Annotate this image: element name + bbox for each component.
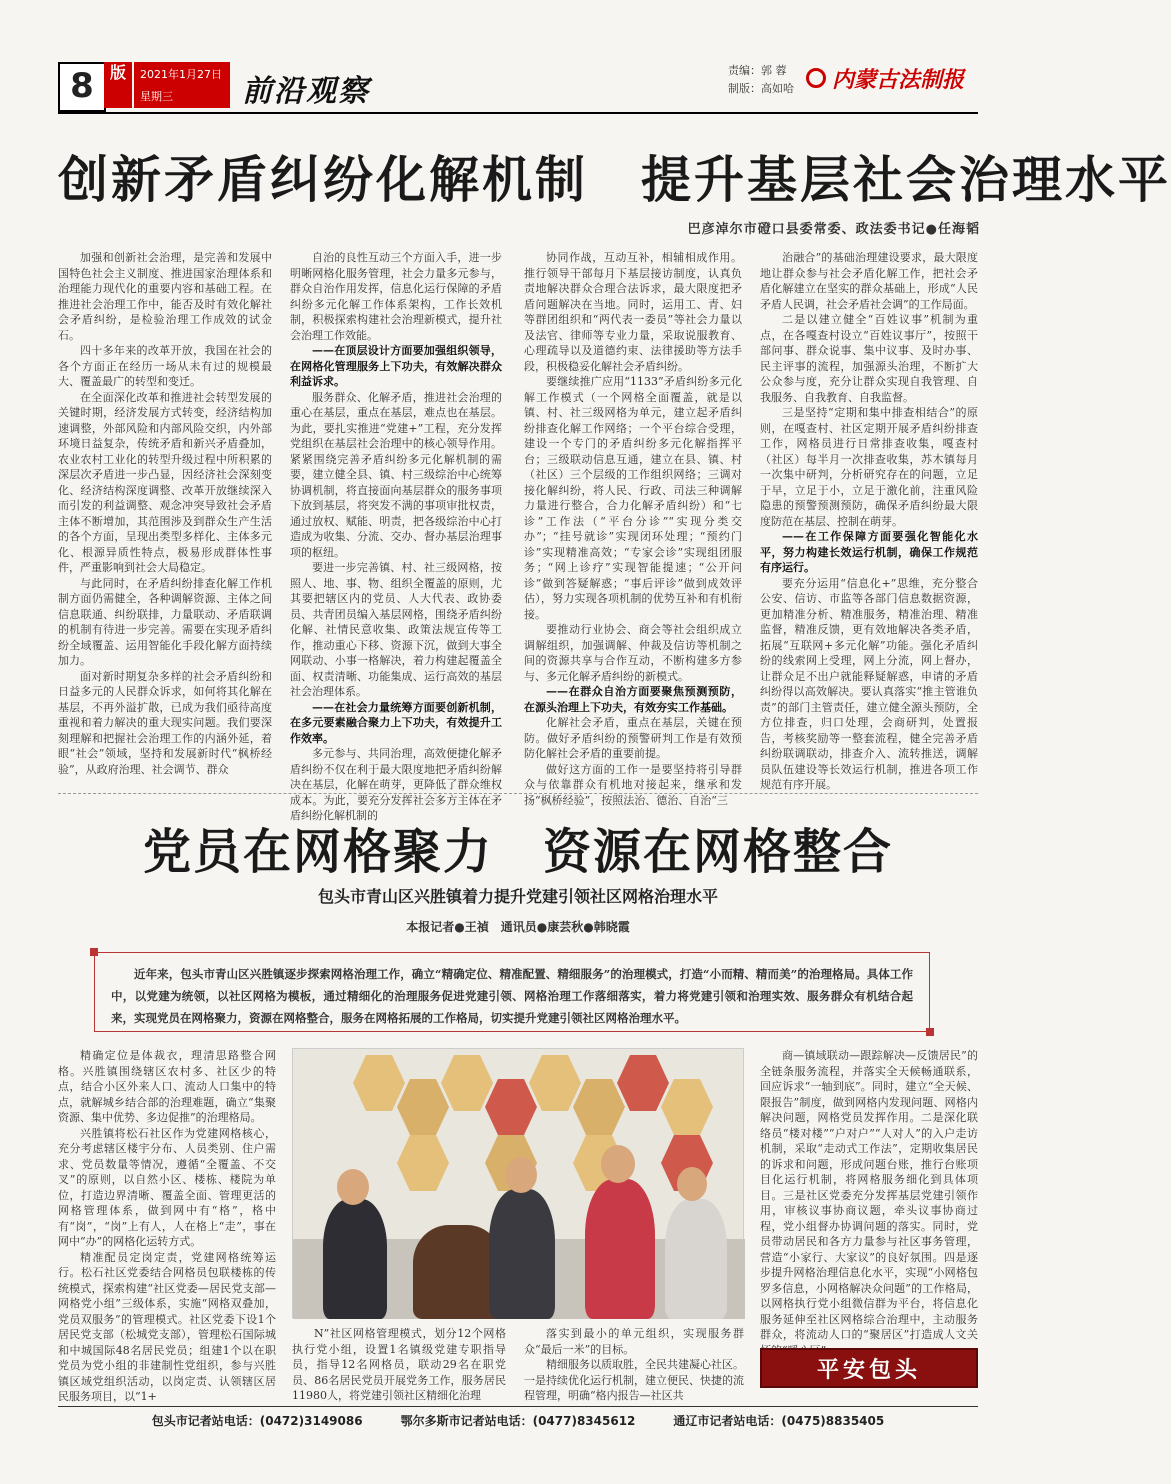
article1-column-3 [524, 250, 742, 807]
article1-title: 创新矛盾纠纷化解机制 提升基层社会治理水平 [58, 150, 1171, 209]
article1-column-1 [58, 250, 272, 780]
paragraph: ——在顶层设计方面要加强组织领导，在网格化管理服务上下功夫，有效解决群众利益诉求。 [290, 344, 502, 388]
section-title: 前沿观察 [242, 74, 370, 109]
header-rule [58, 112, 978, 114]
paragraph: N”社区网格管理模式，划分12个网格执行党小组，设置1名镇级党建专职指导员，指导12名网格员，联动29名在职党员、86名居民党员开展党务工作，服务居民11980人，将党建引领社区精细化治理 [292, 1327, 506, 1402]
paragraph: 协同作战，互动互补，相辅相成作用。推行领导干部每月下基层接访制度，认真负责地解决群众合理合法诉求，最大限度把矛盾问题解决在当地。同时，运用工、青、妇等群团组织和“两代表一委员”等社会力量以及法官、律师等专业力量，采取说服教育、心理疏导以及道德约束、法律援助等方法手段，积极稳妥化解社会矛盾纠纷。 [524, 251, 742, 373]
article2-title: 党员在网格聚力 资源在网格整合 [142, 824, 893, 880]
article2-column-mid-left [292, 1326, 506, 1400]
paragraph: 商—镇域联动—跟踪解决—反馈居民”的全链条服务流程，并落实全天候畅通联系，回应诉求“一轴到底”。同时，建立“全天候、限报告”制度，做到网格内发现问题、网格内解决问题，网格党员发挥作用。二是深化联络员“楼对楼”“户对户”“人对人”的入户走访机制，采取“走动式工作法”，定期收集居民的诉求和问题，形成问题台账，推行台账项目化运行机制，将网格服务细化到具体项目。三是社区党委充分发挥基层党建引领作用，审核议事协商议题，牵头议事协商过程，党小组督办协调问题的落实。同时，党员带动居民和各方力量参与社区事务管理，营造“小家行、大家议”的良好氛围。四是逐步提升网格治理信息化水平，实现“小网格包罗多信息，小网格解决众问题”的工作格局，以网格执行党小组微信群为平台，将信息化服务延伸至社区网格综合治理中，主动服务群众，将流动人口的“聚居区”打造成人文关 [760, 1049, 978, 1341]
paragraph: 面对新时期复杂多样的社会矛盾纠纷和日益多元的人民群众诉求，如何将其化解在基层，不再外溢扩散，已成为我们亟待高度重视和着力解决的重大现实问题。我们要深刻理解和把握社会治理工作的内涵外延，着眼“社会”领域，坚持和发展新时代“枫桥经验”，从政府治理、社会调节、群众 [58, 669, 272, 776]
paragraph: 在全面深化改革和推进社会转型发展的关键时期，经济发展方式转变，经济结构加速调整，外部风险和内部风险交织，内外部环境日益复杂，传统矛盾和新兴矛盾叠加，农业农村工业化的转型升级过程中所积累的深层次矛盾进一步凸显，因经济社会深刻变化、经济结构深度调整、改革开放继续深入而引发的利益调整、观念冲突导致社会矛盾主体不断增加，其范围涉及到群众生产生活的各个方面，呈现出类型多样化、主体多元化、根源异质性特点，极易形成群体性事件，严重影响到社会大局稳定。 [58, 390, 272, 574]
date-box [134, 62, 230, 108]
article2-column-mid-right [524, 1326, 744, 1400]
paragraph: ——在群众自治方面要聚焦预测预防，在源头治理上下功夫，有效夯实工作基础。 [524, 685, 742, 714]
paragraph: 化解社会矛盾，重点在基层，关键在预防。做好矛盾纠纷的预警研判工作是有效预防化解社会矛盾的重要前提。 [524, 716, 742, 760]
paragraph: 要继续推广应用“1133”矛盾纠纷多元化解工作模式（一个网格全面覆盖，就是以镇、村、社三级网格为单元，建立起矛盾纠纷排查化解工作网络；一个平台综合受理，建设一个专门的矛盾纠纷多元化解指挥平台；三级联动信息互通，建立在县、镇、村（社区）三个层级的工作组织网络；三调对接化解纠纷，将人民、行政、司法三种调解力量进行整合，合力化解矛盾纠纷）和“七诊”工作法（“平台分诊”“实现分类交办”；“挂号就诊”实现闭环处理；“预约门诊”实现精准高效；“专家会诊”实现组团服务；“网上诊疗”实现智能提速；“公开问诊”做到答疑解惑；“事后评诊”做到成效评估），努力实现各项机制的优势互补和有机衔接。 [524, 375, 742, 621]
lead-corner-mark [90, 948, 98, 956]
newspaper-name: 内蒙古法制报 [832, 66, 965, 93]
producer-name: 制版：高如哈 [728, 82, 794, 95]
newspaper-logo-icon [806, 68, 826, 88]
article1-column-4 [760, 250, 978, 791]
article-divider [58, 793, 978, 794]
paragraph: ——在工作保障方面要强化智能化水平，努力构建长效运行机制，确保工作规范有序运行。 [760, 530, 978, 574]
paragraph: 多元参与、共同治理，高效便捷化解矛盾纠纷不仅在利于最大限度地把矛盾纠纷解决在基层，化解在萌芽，更降低了群众维权成本。为此，要充分发挥社会多方主体在矛盾纠纷化解机制的 [290, 747, 502, 822]
paragraph: 要推动行业协会、商会等社会组织成立调解组织，加强调解、仲裁及信访等机制之间的资源共享与合作互动，不断构建多方参与、多元化解矛盾纠纷的新模式。 [524, 623, 742, 683]
paragraph: 精细服务以质取胜，全民共建凝心社区。一是持续优化运行机制，建立便民、快捷的流程管理，明确“格内报告—社区共 [524, 1358, 744, 1402]
issue-date: 2021年1月27日 [140, 68, 222, 81]
paragraph: 要进一步完善镇、村、社三级网格，按照人、地、事、物、组织全覆盖的原则，尤其要把辖区内的党员、人大代表、政协委员、共青团员编入基层网格，围绕矛盾纠纷化解、社情民意收集、政策法规宣传等工作，推动重心下移、资源下沉，做到大事全网联动、小事一格解决，着力构建起覆盖全面、权责清晰、功能集成、运行高效的基层社会治理体系。 [290, 561, 502, 698]
article2-column-left [58, 1048, 276, 1403]
article2-byline: 本报记者●王禎 通讯员●康芸秋●韩晓霞 [406, 920, 630, 934]
footer-contacts [58, 1412, 978, 1429]
footer-contact: 包头市记者站电话：(0472)3149086 [151, 1414, 363, 1428]
editor-name: 责编：郭 蓉 [728, 64, 787, 77]
footer-rule [58, 1406, 978, 1407]
edition-label: 版 [104, 62, 132, 108]
article2-lead-box: 近年来，包头市青山区兴胜镇逐步探索网格治理工作，确立“精确定位、精准配置、精细服务”的治理模式，打造“小而精、精而美”的治理格局。具体工作中，以党建为统领，以社区网格为模板，通过精细化的治理服务促进党建引领、网格治理工作落细落实，着力将党建引领和治理实效、服务群众有机结合起来，实现党员在网格聚力，资源在网格整合，服务在网格拓展的工作格局，切实提升党建引领社区网格治理水平。 [94, 952, 930, 1032]
newspaper-logo [806, 62, 976, 94]
paragraph: 精确定位是体裁衣，理清思路整合网格。兴胜镇围绕辖区农村多、社区少的特点，结合小区外来人口、流动人口集中的特点，就解城乡结合部的治理难题，确立“集聚资源、集中优势、多边促推”的治理格局。 [58, 1049, 276, 1124]
paragraph: 治融合”的基础治理建设要求，最大限度地让群众参与社会矛盾化解工作，把社会矛盾化解建立在坚实的群众基础上，形成“人民矛盾人民调，社会矛盾社会调”的工作局面。 [760, 251, 978, 311]
issue-weekday: 星期三 [140, 90, 173, 103]
paragraph: 兴胜镇将松石社区作为党建网格核心，充分考虑辖区楼宇分布、人员类别、住户需求、党员数量等情况，遵循“全覆盖、不交叉”的原则，以自然小区、楼栋、楼院为单位，打造边界清晰、覆盖全面、管理更活的网格管理体系，做到网中有“格”，格中有“岗”，“岗”上有人，人在格上“走”，事在网中“办”的网格化运转方式。 [58, 1126, 276, 1248]
paragraph: 做好这方面的工作一是要坚持将引导群众与依靠群众有机地对接起来，继承和发扬“枫桥经验”，按照法治、德治、自治“三 [524, 762, 742, 807]
paragraph: 自治的良性互动三个方面入手，进一步明晰网格化服务管理，社会力量多元参与，群众自治作用发挥，信息化运行保障的矛盾纠纷多元化解工作体系架构，工作长效机制，积极探索构建社会治理新模式，提升社会治理工作效能。 [290, 251, 502, 342]
paragraph: 精准配员定岗定责，党建网格统筹运行。松石社区党委结合网格员包联楼栋的传统模式，探索构建“社区党委—居民党支部—网格党小组”三级体系，实施“网格双叠加，党员双服务”的管理模式。社区党委下设1个居民党支部（松城党支部），管理松石国际城和中城国际48名居民党员；组建1个以在职党员为党小组的非建制性党组织，参与兴胜镇区域党组织活动，以岗定责、认领辖区居民服务项目，以“1+ [58, 1250, 276, 1403]
page-number: 8 [58, 62, 106, 112]
paragraph: ——在社会力量统筹方面要创新机制，在多元要素融合聚力上下功夫，有效提升工作效率。 [290, 700, 502, 745]
paragraph: 四十多年来的改革开放，我国在社会的各个方面正在经历一场从未有过的规模最大、覆盖最广的转型和变迁。 [58, 344, 272, 388]
footer-contact: 鄂尔多斯市记者站电话：(0477)8345612 [400, 1414, 636, 1428]
paragraph: 服务群众、化解矛盾，推进社会治理的重心在基层，重点在基层，难点也在基层。为此，要扎实推进“党建+”工程，充分发挥党组织在基层社会治理中的核心领导作用。紧紧围绕完善矛盾纠纷多元化解机制的需要，建立健全县、镇、村三级综治中心统筹协调机制，将直接面向基层群众的服务事项下放到基层，将突发不满的事项审批权责，通过放权、赋能、明责，把各级综治中心打造成为收集、分流、交办、督办基层治理事项的枢纽。 [290, 390, 502, 559]
paragraph: 加强和创新社会治理，是完善和发展中国特色社会主义制度、推进国家治理体系和治理能力现代化的重要内容和基础工程。在推进社会治理工作中，能否及时有效化解社会矛盾纠纷，是检验治理工作成效的试金石。 [58, 251, 272, 342]
article2-subtitle: 包头市青山区兴胜镇着力提升党建引领社区网格治理水平 [317, 887, 718, 906]
paragraph: 要充分运用“信息化+”思维，充分整合公安、信访、市监等各部门信息数据资源，更加精准分析、精准服务，精准治理、精准监督，精准反馈，更有效地解决各类矛盾，拓展“互联网+多元化解”功能。强化矛盾纠纷的线索网上受理，网上分流，网上督办，让群众足不出户就能释疑解惑，申请的矛盾纠纷得以高效解决。要认真落实“推主管谁负责”的部门主管责任，建立健全源头预防，全方位排查，归口处理，会商研判，处置报告，考核奖励等一整套流程，健全完善矛盾纠纷联调联动，排查介入、流转推送，调解员队伍建设等长效运行机制，推进各项工作规范有序开展。 [760, 576, 978, 791]
paragraph: 三是坚持“定期和集中排查相结合”的原则，在嘎查村、社区定期开展矛盾纠纷排查工作，网格员进行日常排查收集，嘎查村（社区）每半月一次排查收集，苏木镇每月一次集中研判，分析研究存在的问题，立足于早，立足于小，立足于激化前，注重风险隐患的预警预测预防，确保矛盾纠纷最大限度防范在基层、控制在萌芽。 [760, 406, 978, 528]
article2-column-right [760, 1048, 978, 1340]
article1-byline: 巴彦淖尔市磴口县委常委、政法委书记●任海韬 [687, 222, 980, 237]
paragraph: 落实到最小的单元组织，实现服务群众“最后一米”的目标。 [524, 1327, 744, 1356]
article1-column-2 [290, 250, 502, 822]
paragraph: 与此同时，在矛盾纠纷排查化解工作机制方面仍需健全，各种调解资源、主体之间信息联通、纠纷联排，力量联动、矛盾联调的机制有待进一步完善。需要在实现矛盾纠纷全域覆盖、运用智能化手段化解方面持续加力。 [58, 576, 272, 667]
paragraph: 二是以建立健全“百姓议事”机制为重点，在各嘎查村设立“百姓议事厅”，按照干部问事、群众说事、集中议事、及时办事、民主评事的流程，加强源头治理，不断扩大公众参与度，充分让群众实现自我管理、自我服务、自我教育、自我监督。 [760, 313, 978, 404]
lead-corner-mark [926, 1028, 934, 1036]
editor-credits [728, 62, 794, 98]
article2-photo [292, 1048, 744, 1318]
ping-an-baotou-banner: 平安包头 [760, 1348, 978, 1388]
footer-contact: 通辽市记者站电话：(0475)8835405 [673, 1414, 885, 1428]
